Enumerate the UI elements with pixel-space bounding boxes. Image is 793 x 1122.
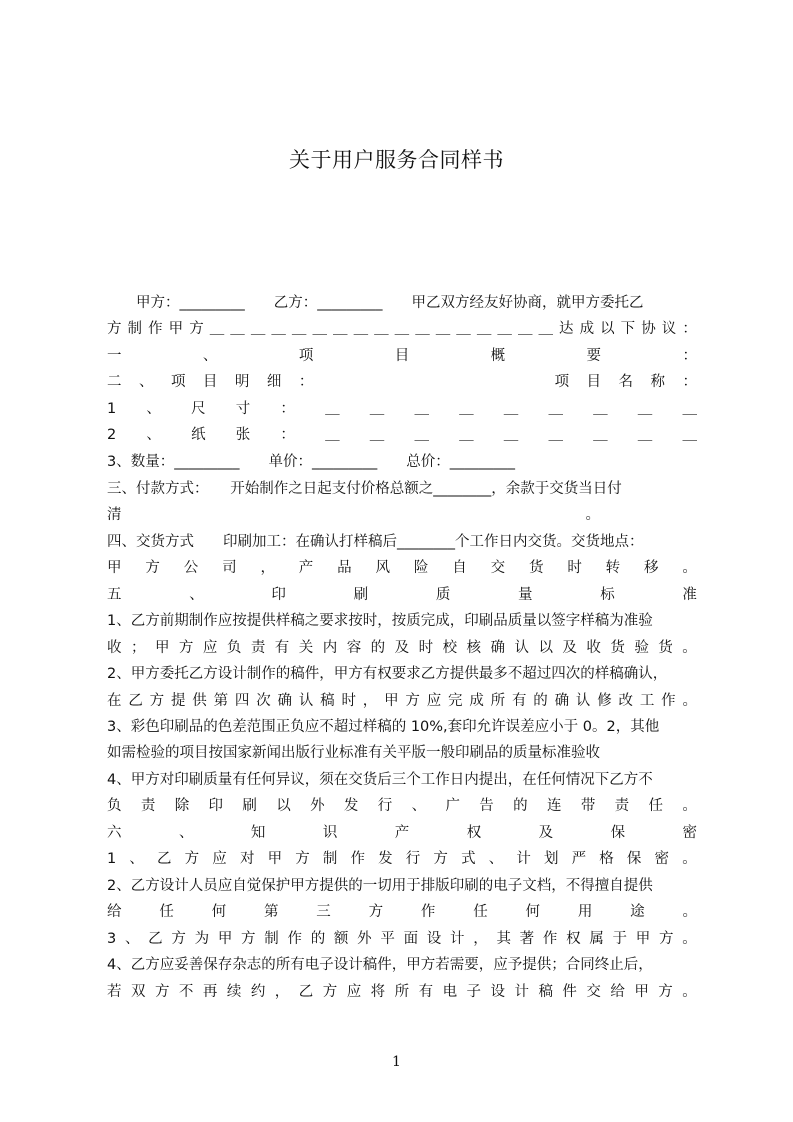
body-line: 甲方：_________ 乙方：_________ 甲乙双方经友好协商，就甲方委托乙 — [107, 295, 644, 311]
body-line: 三、付款方式： 开始制作之日起支付价格总额之________，余款于交货当日付 — [107, 481, 622, 497]
body-line: 3、彩色印刷品的色差范围正负应不超过样稿的 10%,套印允许误差应小于 0。2，其他 — [107, 719, 660, 735]
body-line: 3、数量：_________ 单价：_________ 总价：_________ — [107, 454, 515, 470]
body-line: 给 任 何 第 三 方 作 任 何 用 途 。 — [107, 904, 697, 920]
page-number: 1 — [392, 1054, 401, 1070]
body-line: 1 、 尺 寸 ： ＿ ＿ ＿ ＿ ＿ ＿ ＿ ＿ ＿ — [107, 401, 697, 417]
body-line: 若 双 方 不 再 续 约 ， 乙 方 应 将 所 有 电 子 设 计 稿 件 交 给 甲 方 。 — [107, 984, 697, 1000]
body-line: 4、甲方对印刷质量有任何异议，须在交货后三个工作日内提出，在任何情况下乙方不 — [107, 772, 653, 788]
body-line: 在 乙 方 提 供 第 四 次 确 认 稿 时 ， 甲 方 应 完 成 所 有 的 确 认 修 改 工 作 。 — [107, 693, 697, 709]
body-line: 收 ； 甲 方 应 负 责 有 关 内 容 的 及 时 校 核 确 认 以 及 收 货 验 货 。 — [107, 640, 697, 656]
body-line: 负 责 除 印 刷 以 外 发 行 、 广 告 的 连 带 责 任 。 — [107, 798, 697, 814]
body-line: 六 、 知 识 产 权 及 保 密 — [107, 825, 697, 841]
body-line: 1 、 乙 方 应 对 甲 方 制 作 发 行 方 式 、 计 划 严 格 保 密 。 — [107, 851, 697, 867]
body-line: 清 。 — [107, 507, 600, 523]
body-line: 甲 方 公 司 ， 产 品 风 险 自 交 货 时 转 移 。 — [107, 560, 697, 576]
body-line: 1、乙方前期制作应按提供样稿之要求按时，按质完成，印刷品质量以签字样稿为准验 — [107, 613, 653, 629]
body-line: 4、乙方应妥善保存杂志的所有电子设计稿件，甲方若需要，应予提供；合同终止后， — [107, 957, 653, 973]
document-title: 关于用户服务合同样书 — [289, 148, 504, 172]
body-line: 如需检验的项目按国家新闻出版行业标准有关平版一般印刷品的质量标准验收 — [107, 745, 600, 761]
body-line: 二 、 项 目 明 细 ： 项 目 名 称 ： — [107, 374, 697, 390]
body-line: 五 、 印 刷 质 量 标 准 — [107, 587, 697, 603]
body-line: 2、甲方委托乙方设计制作的稿件，甲方有权要求乙方提供最多不超过四次的样稿确认， — [107, 666, 668, 682]
body-line: 一 、 项 目 概 要 ： — [107, 348, 697, 364]
body-line: 方 制 作 甲 方 ＿ ＿ ＿ ＿ ＿ ＿ ＿ ＿ ＿ ＿ ＿ ＿ ＿ ＿ ＿ ＿ ＿ 达 成 以 下 协 议 ： — [107, 321, 697, 337]
body-line: 2 、 纸 张 ： ＿ ＿ ＿ ＿ ＿ ＿ ＿ ＿ ＿ — [107, 427, 697, 443]
body-line: 四、交货方式 印刷加工：在确认打样稿后________个工作日内交货。交货地点： — [107, 534, 644, 550]
body-line: 2、乙方设计人员应自觉保护甲方提供的一切用于排版印刷的电子文档，不得擅自提供 — [107, 878, 653, 894]
body-line: 3 、 乙 方 为 甲 方 制 作 的 额 外 平 面 设 计 ， 其 著 作 权 属 于 甲 方 。 — [107, 931, 697, 947]
